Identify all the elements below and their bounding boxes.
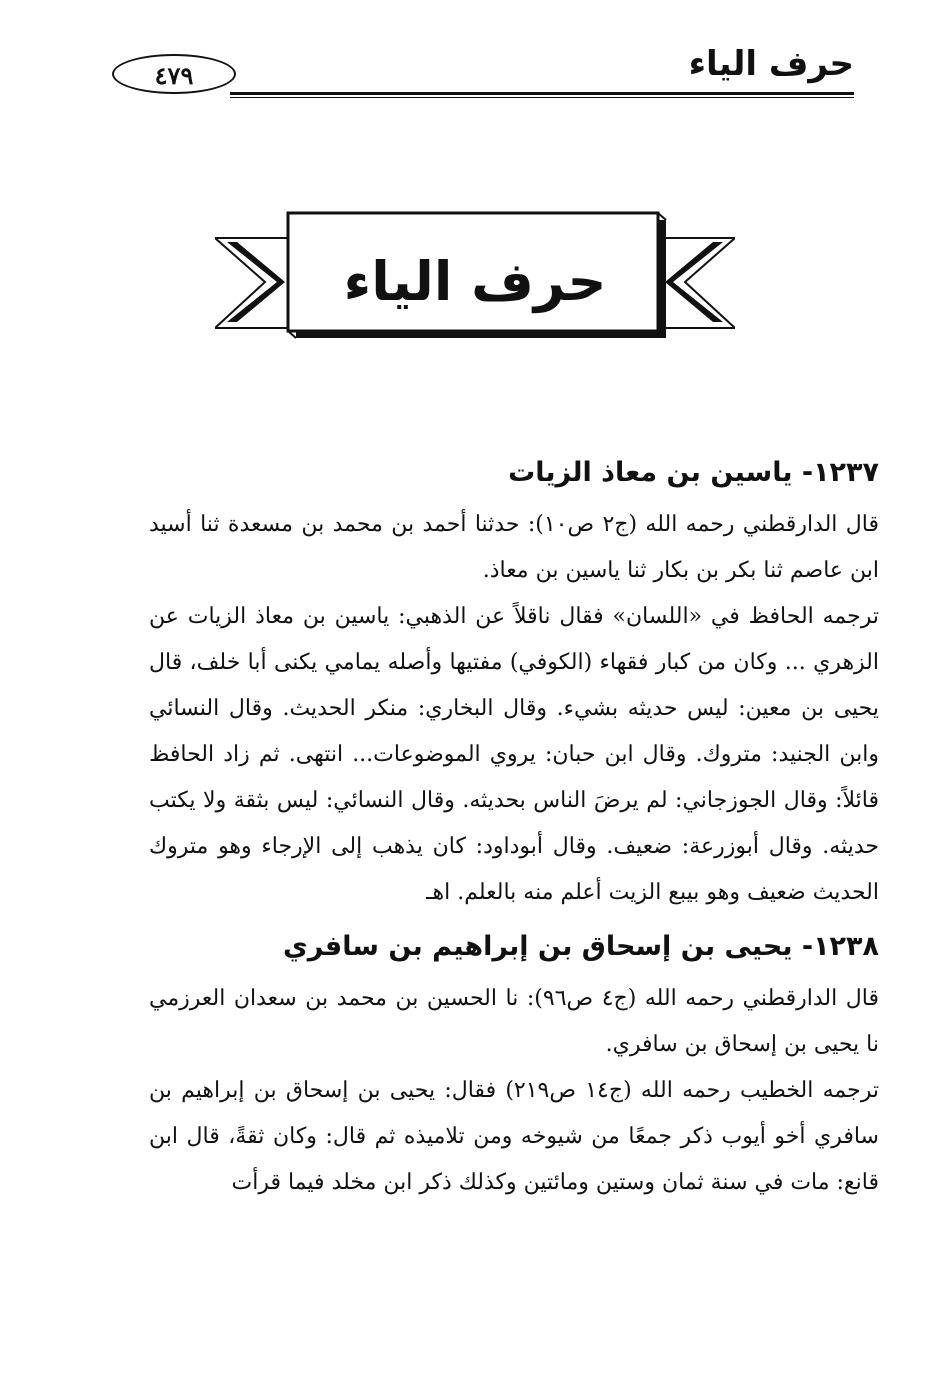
header-rule-thin	[230, 97, 854, 98]
page-content	[149, 448, 879, 1206]
entry	[149, 922, 879, 1206]
entry	[149, 448, 879, 916]
chapter-title: حرف الياء	[343, 250, 607, 313]
running-title: حرف الياء	[688, 44, 854, 84]
header-rule	[230, 92, 854, 95]
entry-paragraph: ترجمه الخطيب رحمه الله (ج١٤ ص٢١٩) فقال: يحيى بن إسحاق بن إبراهيم بن سافري أخو أيوب ذكر جمعًا من شيوخه ومن تلاميذه ثم قال: وكان ثقةً، قال ابن قانع: مات في سنة ثمان وستين ومائتين وكذلك ذكر ابن مخلد فيما قرأت	[149, 1078, 879, 1195]
chapter-banner	[215, 210, 735, 355]
entry-heading: ١٢٣٧- ياسين بن معاذ الزيات	[508, 457, 879, 488]
entry-paragraph: ترجمه الحافظ في «اللسان» فقال ناقلاً عن الذهبي: ياسين بن معاذ الزيات عن الزهري ... وكان من كبار فقهاء (الكوفي) مفتيها وأصله يمامي يكنى أبا خلف، قال يحيى بن معين: ليس حديثه بشيء. وقال البخاري: منكر الحديث. وقال النسائي وابن الجنيد: متروك. وقال ابن حبان: يروي الموضوعات... انتهى. ثم زاد الحافظ قائلاً: وقال الجوزجاني: لم يرضَ الناس بحديثه. وقال النسائي: ليس بثقة ولا يكتب حديثه. وقال أبوزرعة: ضعيف. وقال أبوداود: كان يذهب إلى الإرجاء وهو متروك الحديث ضعيف وهو بيبع الزيت أعلم منه بالعلم. اهـ	[149, 604, 880, 905]
entry-heading: ١٢٣٨- يحيى بن إسحاق بن إبراهيم بن سافري	[283, 931, 879, 962]
page-number: ٤٧٩	[112, 54, 236, 94]
entry-paragraph: قال الدارقطني رحمه الله (ج٢ ص١٠): حدثنا أحمد بن محمد بن مسعدة ثنا أسيد ابن عاصم ثنا بكر بن بكار ثنا ياسين بن معاذ.	[149, 512, 879, 583]
page-header	[112, 40, 854, 98]
entry-paragraph: قال الدارقطني رحمه الله (ج٤ ص٩٦): نا الحسين بن محمد بن سعدان العرزمي نا يحيى بن إسحاق بن سافري.	[149, 986, 879, 1057]
